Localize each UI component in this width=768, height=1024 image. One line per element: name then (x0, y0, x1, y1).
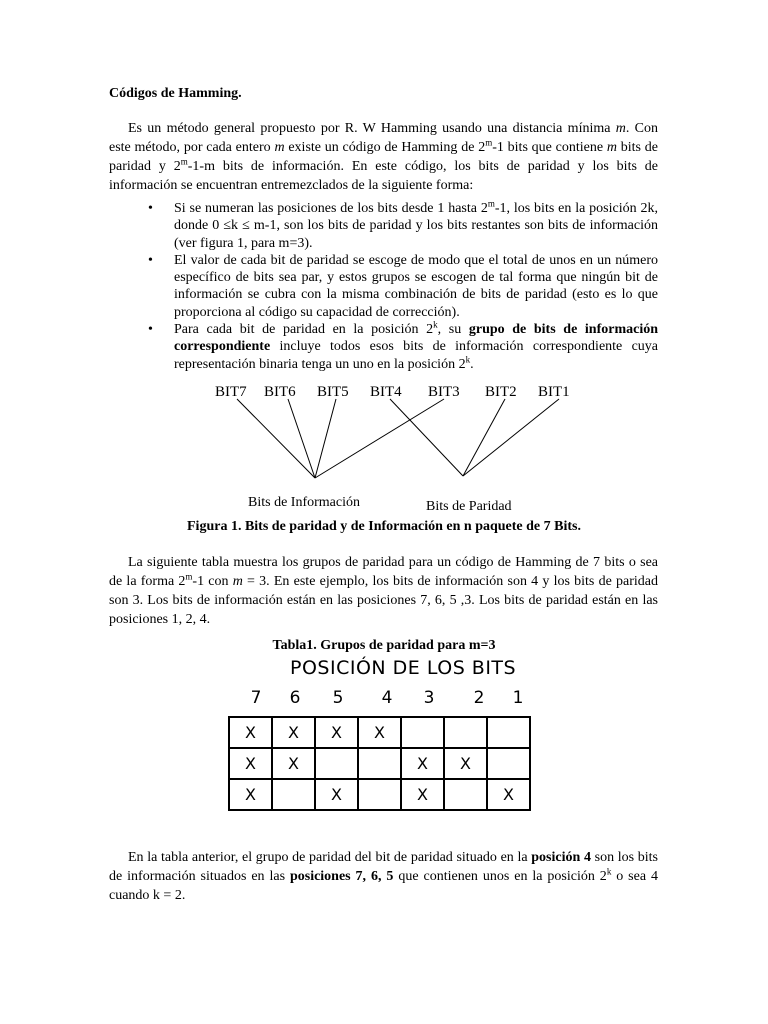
position-label: 7 (250, 688, 262, 708)
position-row (228, 688, 548, 710)
table-intro-paragraph: La siguiente tabla muestra los grupos de paridad para un código de Hamming de 7 bits o sea de la forma 2$^m$-1 con m = 3. En este ejemplo, los bits de información son 4 y los bits de paridad son 3. Los bits de información están en las posiciones 7, 6, 5 ,3. Los bits de paridad están en las posiciones 1, 2, 4. (109, 555, 658, 627)
table-cell: X (401, 748, 444, 779)
bit-label: BIT5 (317, 384, 349, 400)
position-label: 5 (332, 688, 344, 708)
parity-table (228, 716, 531, 811)
table-cell (444, 779, 487, 810)
table-cell: X (401, 779, 444, 810)
rules-list (148, 200, 658, 373)
list-item: • El valor de cada bit de paridad se escoge de modo que el total de unos en un número específico de bits sea par, y estos grupos se escogen de tal forma que ningún bit de información se cubra con la misma combinación de bits de paridad (esto es lo que proporciona al código su capacidad de corrección). (148, 252, 658, 320)
table-cell (358, 779, 401, 810)
position-label: 4 (381, 688, 393, 708)
parity-bits-label: Bits de Paridad (426, 499, 512, 514)
figure-caption: Figura 1. Bits de paridad y de Información en n paquete de 7 Bits. (187, 519, 581, 534)
bits-figure (200, 380, 580, 515)
position-label: 1 (512, 688, 524, 708)
table-cell: X (444, 748, 487, 779)
table-row (229, 748, 530, 779)
table-cell: X (272, 717, 315, 748)
table-cell: X (315, 779, 358, 810)
bit-label: BIT4 (370, 384, 402, 400)
parity-table-figure (228, 655, 548, 815)
table-cell: X (358, 717, 401, 748)
table-cell (358, 748, 401, 779)
bit-labels (215, 384, 570, 400)
table-cell: X (229, 779, 272, 810)
bit-label: BIT6 (264, 384, 296, 400)
bit-label: BIT7 (215, 384, 247, 400)
document-title: Códigos de Hamming. (109, 86, 242, 101)
table-heading: POSICIÓN DE LOS BITS (290, 657, 517, 679)
table-cell: X (315, 717, 358, 748)
table-row (229, 779, 530, 810)
table-cell (444, 717, 487, 748)
figure-connector-lines (237, 399, 559, 478)
table-cell: X (229, 748, 272, 779)
list-item: • Si se numeran las posiciones de los bits desde 1 hasta 2$^m$-1, los bits en la posición 2k, donde 0 ≤k ≤ m-1, son los bits de paridad y los bits restantes son bits de información (ver figura 1, para m=3). (148, 198, 658, 251)
table-row (229, 717, 530, 748)
position-label: 3 (423, 688, 435, 708)
position-label: 2 (473, 688, 485, 708)
bullet-icon: • (148, 322, 153, 338)
table-cell (487, 748, 530, 779)
intro-paragraph: Es un método general propuesto por R. W Hamming usando una distancia mínima m. Con este método, por cada entero m existe un código de Hamming de 2$^m$-1 bits que contiene m bits de paridad y 2$^m$-1-m bits de información. En este código, los bits de paridad y los bits de información se encuentran entremezclados de la siguiente forma: (109, 121, 658, 193)
table-cell (272, 779, 315, 810)
table-cell (487, 717, 530, 748)
info-bits-label: Bits de Información (248, 495, 360, 510)
list-item: • Para cada bit de paridad en la posición 2$^k$, su grupo de bits de información correspondiente incluye todos esos bits de información correspondiente cuya representación binaria tenga un uno en la posición 2$^k$. (148, 319, 658, 372)
table-cell (315, 748, 358, 779)
bit-label: BIT1 (538, 384, 570, 400)
closing-paragraph: En la tabla anterior, el grupo de paridad del bit de paridad situado en la posición 4 son los bits de información situados en las posiciones 7, 6, 5 que contienen unos en la posición 2$^k$ o sea 4 cuando k = 2. (109, 850, 659, 903)
table-cell: X (272, 748, 315, 779)
bit-label: BIT2 (485, 384, 517, 400)
table-cell: X (229, 717, 272, 748)
position-label: 6 (289, 688, 301, 708)
bullet-icon: • (148, 201, 153, 216)
table-cell: X (487, 779, 530, 810)
bit-label: BIT3 (428, 384, 460, 400)
bullet-icon: • (148, 252, 153, 268)
table-caption: Tabla1. Grupos de paridad para m=3 (272, 638, 496, 653)
table-cell (401, 717, 444, 748)
